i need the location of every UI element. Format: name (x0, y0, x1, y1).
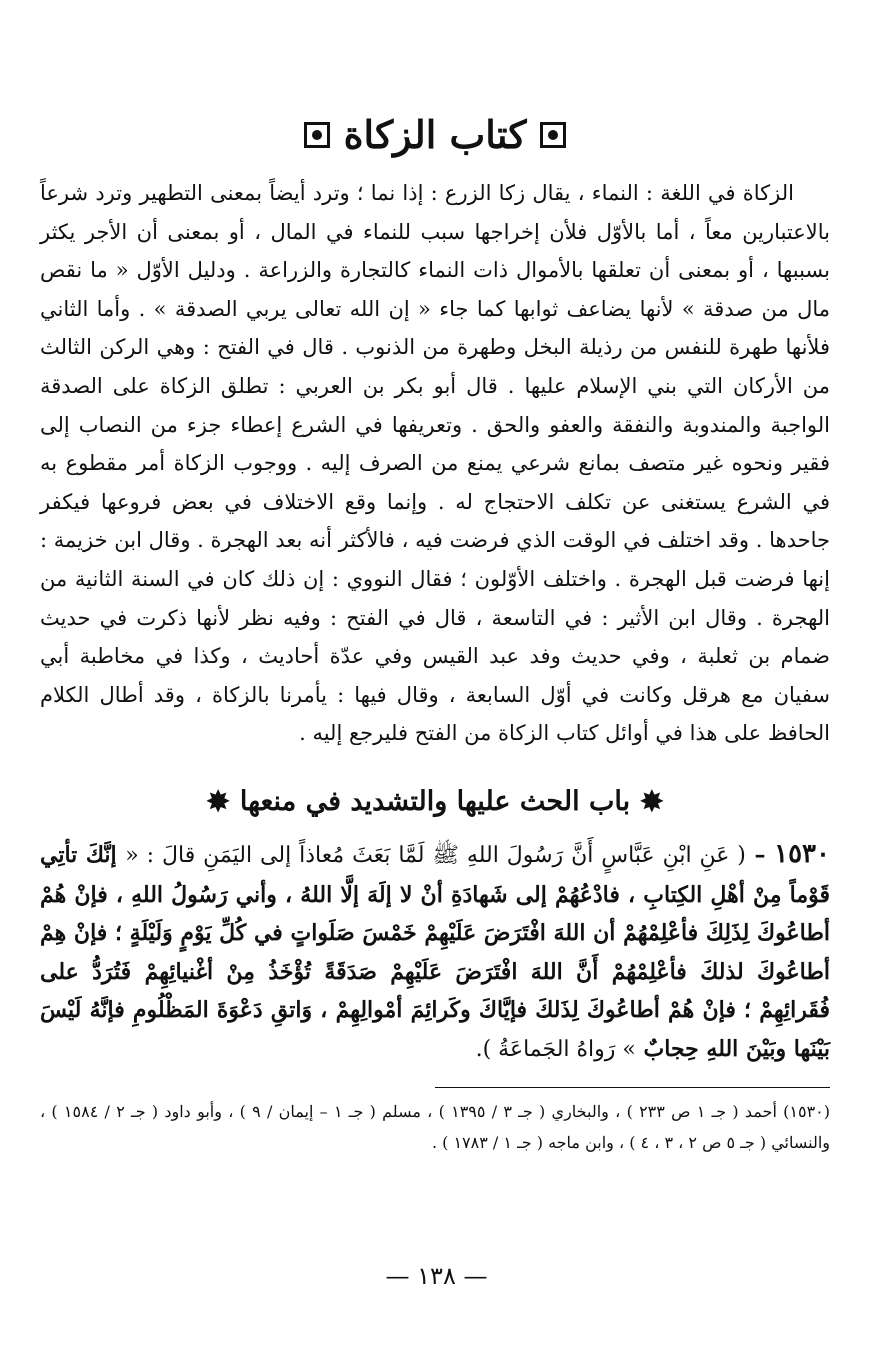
hadith-number: ١٥٣٠ (774, 838, 830, 869)
chapter-title-text: باب الحث عليها والتشديد في منعها (239, 785, 631, 817)
footnote-divider (435, 1087, 830, 1088)
star-ornament-icon: ✸ (640, 784, 664, 818)
chapter-title (40, 783, 830, 821)
hadith-paragraph (40, 835, 830, 1070)
book-title-text: كتاب الزكاة (343, 112, 527, 157)
hadith-narration: ( عَنِ ابْنِ عَبَّاسٍ أَنَّ رَسُولَ اللهِ ﷺ لَمَّا بَعَثَ مُعاذاً إلى اليَمَنِ قالَ : « (125, 842, 746, 868)
ornament-square-icon (540, 122, 566, 148)
hadith-dash: – (754, 841, 766, 868)
footnote: (١٥٣٠) أحمد ( جـ ١ ص ٢٣٣ ) ، والبخاري ( جـ ٣ / ١٣٩٥ ) ، مسلم ( جـ ١ – إيمان / ٩ ) ، وأبو داود ( جـ ٢ / ١٥٨٤ ) ، والنسائي ( جـ ٥ ص ٢ ، ٣ ، ٤ ) ، وابن ماجه ( جـ ١ / ١٧٨٣ ) . (40, 1102, 831, 1153)
star-ornament-icon: ✸ (206, 784, 230, 818)
hadith-text: إنَّكَ تأتِي قَوْماً مِنْ أهْلِ الكِتابِ ، فادْعُهُمْ إلى شَهادَةِ أنْ لا إلَهَ إلَّا اللهُ ، وأني رَسُولُ اللهِ ، فإنْ هُمْ أطاعُوكَ لِذَلِكَ فأعْلِمْهُمْ أن اللهَ افْتَرَضَ عَلَيْهِمْ خَمْسَ صَلَواتٍ في كُلِّ يَوْمٍ وَلَيْلَةٍ ؛ فإنْ هِمْ أطاعُوكَ لذلكَ فأعْلِمْهُمْ أَنَّ اللهَ افْتَرَضَ عَلَيْهِمْ صَدَقَةً تُؤْخَذُ مِنْ أغْنيائِهِمْ فَتُرَدُّ على فُقَرائِهِمْ ؛ فإنْ هُمْ أطاعُوكَ لِذَلكَ فإيَّاكَ وكَرائِمَ أمْوالِهِمْ ، وَاتقِ دَعْوَةَ المَظْلُومِ فإنَّهُ لَيْسَ بَيْنَها وبَيْنَ اللهِ حِجابٌ (40, 841, 830, 1062)
document-page (40, 110, 830, 1158)
page-number: — ١٣٨ — (385, 1262, 488, 1290)
intro-paragraph: الزكاة في اللغة : النماء ، يقال زكا الزرع : إذا نما ؛ وترد أيضاً بمعنى التطهير وترد شرعاً بالاعتبارين معاً ، أما بالأوّل فلأن إخراجها سبب للنماء في المال ، أو بمعنى أن الأجر يكثر بسببها ، أو بمعنى أن تعلقها بالأموال ذات النماء كالتجارة والزراعة . ودليل الأوّل « ما نقص مال من صدقة » لأنها يضاعف ثوابها كما جاء « إن الله تعالى يربي الصدقة » . وأما الثاني فلأنها طهرة للنفس من رذيلة البخل وطهرة من الذنوب . قال في الفتح : وهي الركن الثالث من الأركان التي بني الإسلام عليها . قال أبو بكر بن العربي : تطلق الزكاة على الصدقة الواجبة والمندوبة والنفقة والعفو والحق . وتعريفها في الشرع إعطاء جزء من النصاب إلى فقير ونحوه غير متصف بمانع شرعي يمنع من الصرف إليه . ووجوب الزكاة أمر مقطوع به في الشرع يستغنى عن تكلف الاحتجاج له . وإنما وقع الاختلاف في بعض فروعها فيكفر جاحدها . وقد اختلف في الوقت الذي فرضت فيه ، فالأكثر أنه بعد الهجرة . وقال ابن خزيمة : إنها فرضت قبل الهجرة . واختلف الأوّلون ؛ فقال النووي : إن ذلك كان في السنة الثانية من الهجرة . وقال ابن الأثير : في التاسعة ، قال في الفتح : وفيه نظر لأنها ذكرت في حديث ضمام بن ثعلبة ، وفي حديث وفد عبد القيس وفي عدّة أحاديث ، وكذا في مخاطبة أبي سفيان مع هرقل وكانت في أوّل السابعة ، وقال فيها : يأمرنا بالزكاة ، وقد أطال الكلام الحافظ على هذا في أوائل كتاب الزكاة من الفتح فليرجع إليه . (40, 181, 830, 746)
hadith-closing: » رَواهُ الجَماعَةُ ). (475, 1036, 636, 1062)
book-title (40, 110, 830, 160)
ornament-square-icon (304, 122, 330, 148)
